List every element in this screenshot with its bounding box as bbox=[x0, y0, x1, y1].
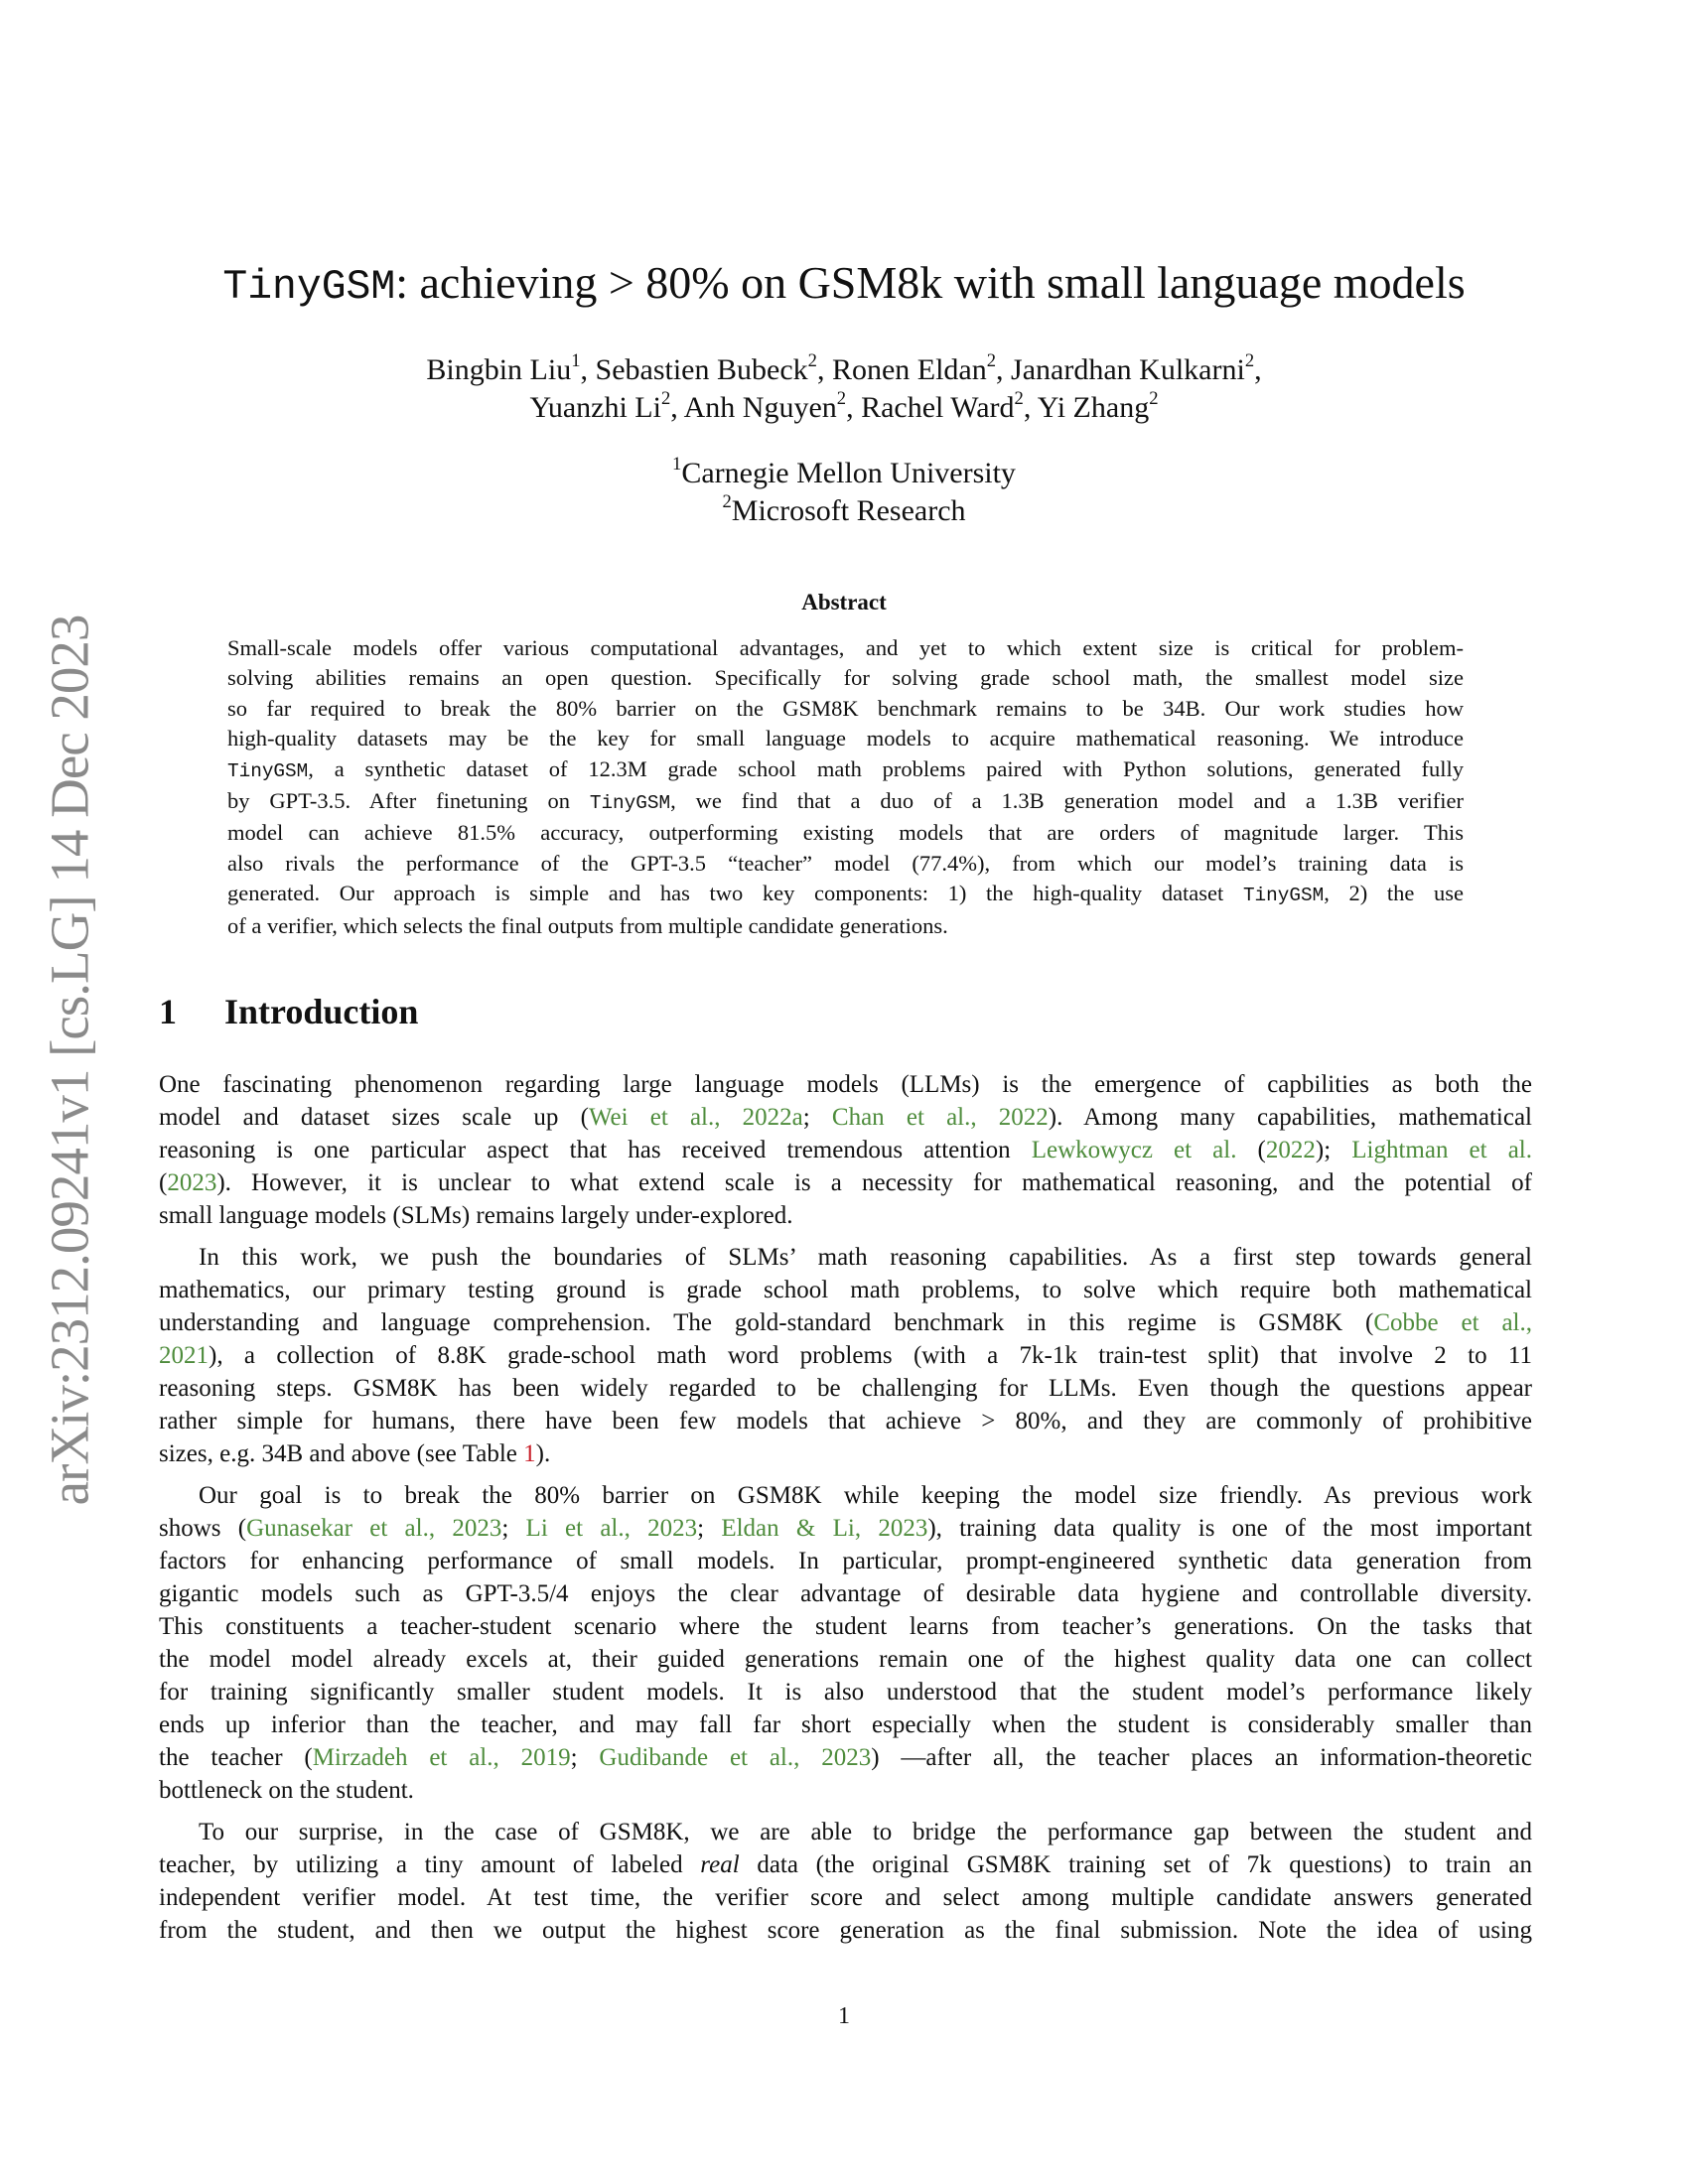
text-line bbox=[159, 1339, 1532, 1372]
table-reference-link[interactable]: 1 bbox=[523, 1440, 536, 1467]
text-span: the teacher ( bbox=[159, 1744, 313, 1771]
text-span: mathematics, our primary testing ground is grade school math problems, to solve which require both mathematical bbox=[159, 1277, 1532, 1303]
text-span: In this work, we push the boundaries of SLMs’ math reasoning capabilities. As a first step towards general bbox=[199, 1244, 1532, 1271]
text-line bbox=[159, 1914, 1532, 1947]
text-span: gigantic models such as GPT-3.5/4 enjoys the clear advantage of desirable data hygiene and controllable diversity. bbox=[159, 1580, 1532, 1607]
text-span: of a verifier, which selects the final outputs from multiple candidate generations. bbox=[227, 912, 948, 938]
text-line bbox=[227, 911, 1464, 941]
text-span: shows ( bbox=[159, 1515, 247, 1542]
text-line bbox=[159, 1068, 1532, 1101]
citation-link[interactable]: Gudibande et al., 2023 bbox=[599, 1744, 872, 1771]
citation-link[interactable]: Cobbe et al., bbox=[1373, 1309, 1533, 1336]
text-line bbox=[227, 818, 1464, 848]
author-name: Bingbin Liu bbox=[426, 353, 572, 386]
text-span: reasoning is one particular aspect that has received tremendous attention bbox=[159, 1137, 1032, 1163]
text-line bbox=[159, 1372, 1532, 1405]
text-line bbox=[159, 1437, 1532, 1470]
text-line bbox=[159, 1166, 1532, 1199]
text-span: solving abilities remains an open question. Specifically for solving grade school math, the smallest model size bbox=[227, 665, 1464, 691]
text-span: , a synthetic dataset of 12.3M grade school math problems paired with Python solutions, generated fully bbox=[308, 755, 1464, 781]
section-title: Introduction bbox=[224, 992, 419, 1031]
title-dataset-name: TinyGSM bbox=[222, 265, 396, 311]
author-name: , bbox=[1254, 353, 1262, 386]
citation-link[interactable]: Chan et al., 2022 bbox=[831, 1104, 1049, 1131]
text-span: sizes, e.g. 34B and above (see Table bbox=[159, 1440, 524, 1467]
text-span: ); bbox=[1315, 1137, 1352, 1163]
text-line bbox=[159, 1306, 1532, 1339]
text-line bbox=[159, 1199, 1532, 1232]
affiliation-marker: 2 bbox=[836, 387, 847, 409]
paragraph bbox=[159, 1241, 1532, 1470]
introduction-body bbox=[159, 1068, 1532, 1956]
affiliation-marker: 2 bbox=[1244, 349, 1255, 371]
abstract-body bbox=[227, 633, 1464, 941]
author-line-1 bbox=[0, 351, 1688, 389]
affiliation-marker: 2 bbox=[807, 349, 817, 371]
text-span: ). Among many capabilities, mathematical bbox=[1048, 1104, 1532, 1131]
text-span: ; bbox=[570, 1744, 600, 1771]
text-line bbox=[159, 1741, 1532, 1774]
citation-link[interactable]: Lightman et al. bbox=[1351, 1137, 1532, 1163]
text-span: ; bbox=[697, 1515, 722, 1542]
affiliation-marker: 2 bbox=[986, 349, 997, 371]
text-line bbox=[227, 879, 1464, 910]
text-line bbox=[227, 694, 1464, 724]
text-span: independent verifier model. At test time, the verifier score and select among multiple candidate answers generated bbox=[159, 1884, 1532, 1911]
text-span: from the student, and then we output the highest score generation as the final submission. Note the idea of using bbox=[159, 1917, 1532, 1944]
citation-link[interactable]: 2021 bbox=[159, 1342, 209, 1369]
text-span: reasoning steps. GSM8K has been widely regarded to be challenging for LLMs. Even though the questions appear bbox=[159, 1375, 1532, 1402]
affiliation-marker: 2 bbox=[1149, 387, 1159, 409]
text-span: so far required to break the 80% barrier on the GSM8K benchmark remains to be 34B. Our work studies how bbox=[227, 695, 1464, 721]
text-span: ). bbox=[535, 1440, 551, 1467]
text-span: by GPT-3.5. After finetuning on bbox=[227, 788, 590, 814]
author-name: , Sebastien Bubeck bbox=[580, 353, 808, 386]
text-span: This constituents a teacher-student scenario where the student learns from teacher’s generations. On the tasks that bbox=[159, 1613, 1532, 1640]
text-line bbox=[159, 1676, 1532, 1708]
abstract-heading: Abstract bbox=[801, 590, 887, 614]
author-name: Yuanzhi Li bbox=[529, 391, 661, 424]
paper-title bbox=[0, 256, 1688, 311]
affiliation-name: Microsoft Research bbox=[731, 494, 966, 527]
section-number: 1 bbox=[159, 992, 177, 1031]
dataset-name: TinyGSM bbox=[227, 759, 309, 782]
text-line bbox=[159, 1881, 1532, 1914]
text-line bbox=[159, 1774, 1532, 1807]
section-heading-introduction bbox=[159, 991, 418, 1032]
citation-link[interactable]: 2022 bbox=[1265, 1137, 1316, 1163]
text-span: the model model already excels at, their guided generations remain one of the highest quality data one can collect bbox=[159, 1646, 1532, 1673]
text-span: model can achieve 81.5% accuracy, outperforming existing models that are orders of magnitude larger. This bbox=[227, 820, 1464, 846]
text-span: for training significantly smaller student models. It is also understood that the student model’s performance likely bbox=[159, 1679, 1532, 1706]
text-span: ; bbox=[501, 1515, 526, 1542]
affiliation-name: Carnegie Mellon University bbox=[681, 457, 1016, 489]
citation-link[interactable]: Li et al., 2023 bbox=[525, 1515, 698, 1542]
citation-link[interactable]: Mirzadeh et al., 2019 bbox=[312, 1744, 571, 1771]
dataset-name: TinyGSM bbox=[589, 792, 671, 815]
text-line bbox=[159, 1577, 1532, 1610]
affiliation-marker: 1 bbox=[571, 349, 581, 371]
text-span: One fascinating phenomenon regarding large language models (LLMs) is the emergence of capbilities as both the bbox=[159, 1071, 1532, 1098]
page-number: 1 bbox=[838, 2003, 850, 2029]
author-line-2 bbox=[0, 389, 1688, 427]
title-text: : achieving > 80% on GSM8k with small language models bbox=[395, 257, 1466, 308]
text-line bbox=[159, 1274, 1532, 1306]
text-line bbox=[159, 1708, 1532, 1741]
affiliation-marker: 2 bbox=[1014, 387, 1024, 409]
text-line bbox=[227, 754, 1464, 786]
author-name: , Rachel Ward bbox=[846, 391, 1015, 424]
text-line bbox=[159, 1848, 1532, 1881]
citation-link[interactable]: Lewkowycz et al. bbox=[1031, 1137, 1237, 1163]
citation-link[interactable]: 2023 bbox=[167, 1169, 217, 1196]
author-name: , Janardhan Kulkarni bbox=[996, 353, 1245, 386]
text-span: ends up inferior than the teacher, and may fall far short especially when the student is considerably smaller than bbox=[159, 1711, 1532, 1738]
text-span: high-quality datasets may be the key for small language models to acquire mathematical reasoning. We introduce bbox=[227, 726, 1464, 751]
text-line bbox=[159, 1101, 1532, 1134]
text-span: understanding and language comprehension. The gold-standard benchmark in this regime is GSM8K ( bbox=[159, 1309, 1374, 1336]
text-line bbox=[159, 1816, 1532, 1848]
text-span: real bbox=[700, 1851, 740, 1878]
text-span: rather simple for humans, there have been few models that achieve > 80%, and they are commonly of prohibitive bbox=[159, 1408, 1532, 1434]
affiliation-marker: 1 bbox=[672, 453, 682, 475]
text-span: ( bbox=[1236, 1137, 1266, 1163]
text-span: ), training data quality is one of the most important bbox=[927, 1515, 1532, 1542]
text-span: , we find that a duo of a 1.3B generation model and a 1.3B verifier bbox=[670, 788, 1464, 814]
text-span: ) —after all, the teacher places an information-theoretic bbox=[871, 1744, 1532, 1771]
text-line bbox=[227, 724, 1464, 753]
text-span: ), a collection of 8.8K grade-school math word problems (with a 7k-1k train-test split) that involve 2 to 11 bbox=[209, 1342, 1532, 1369]
text-span: ). However, it is unclear to what extend scale is a necessity for mathematical reasoning, and the potential of bbox=[216, 1169, 1532, 1196]
paragraph bbox=[159, 1816, 1532, 1947]
affiliation-marker: 2 bbox=[660, 387, 671, 409]
text-line bbox=[159, 1134, 1532, 1166]
affiliation-2 bbox=[0, 492, 1688, 530]
paragraph bbox=[159, 1068, 1532, 1232]
text-line bbox=[159, 1512, 1532, 1545]
text-span: factors for enhancing performance of small models. In particular, prompt-engineered synthetic data generation from bbox=[159, 1548, 1532, 1574]
text-span: data (the original GSM8K training set of 7k questions) to train an bbox=[739, 1851, 1532, 1878]
text-span: generated. Our approach is simple and has two key components: 1) the high-quality dataset bbox=[227, 881, 1243, 906]
text-span: small language models (SLMs) remains largely under-explored. bbox=[159, 1202, 793, 1229]
text-span: Our goal is to break the 80% barrier on GSM8K while keeping the model size friendly. As previous work bbox=[199, 1482, 1532, 1509]
text-line bbox=[159, 1479, 1532, 1512]
author-name: , Yi Zhang bbox=[1023, 391, 1150, 424]
text-line bbox=[159, 1610, 1532, 1643]
text-span: To our surprise, in the case of GSM8K, we are able to bridge the performance gap between the student and bbox=[199, 1819, 1532, 1845]
affiliations bbox=[0, 455, 1688, 530]
text-span: also rivals the performance of the GPT-3.5 “teacher” model (77.4%), from which our model’s training data is bbox=[227, 850, 1464, 876]
paragraph bbox=[159, 1479, 1532, 1807]
text-span: model and dataset sizes scale up ( bbox=[159, 1104, 589, 1131]
author-name: , Anh Nguyen bbox=[670, 391, 837, 424]
text-line bbox=[227, 633, 1464, 663]
text-line bbox=[159, 1545, 1532, 1577]
citation-link[interactable]: Eldan & Li, 2023 bbox=[721, 1515, 928, 1542]
text-span: bottleneck on the student. bbox=[159, 1777, 414, 1804]
affiliation-1 bbox=[0, 455, 1688, 492]
text-span: Small-scale models offer various computational advantages, and yet to which extent size is critical for problem- bbox=[227, 635, 1464, 660]
text-line bbox=[159, 1643, 1532, 1676]
author-list bbox=[0, 351, 1688, 427]
text-line bbox=[159, 1405, 1532, 1437]
dataset-name: TinyGSM bbox=[1242, 885, 1325, 907]
text-line bbox=[159, 1241, 1532, 1274]
citation-link[interactable]: Wei et al., 2022a bbox=[588, 1104, 803, 1131]
affiliation-marker: 2 bbox=[722, 490, 732, 512]
author-name: , Ronen Eldan bbox=[816, 353, 987, 386]
text-span: teacher, by utilizing a tiny amount of labeled bbox=[159, 1851, 701, 1878]
text-line bbox=[227, 849, 1464, 879]
text-line bbox=[227, 663, 1464, 693]
text-span: , 2) the use bbox=[1324, 881, 1464, 906]
arxiv-identifier-stamp: arXiv:2312.09241v1 [cs.LG] 14 Dec 2023 bbox=[39, 614, 100, 1506]
citation-link[interactable]: Gunasekar et al., 2023 bbox=[246, 1515, 502, 1542]
text-span: ; bbox=[802, 1104, 832, 1131]
text-line bbox=[227, 786, 1464, 818]
text-span: ( bbox=[159, 1169, 168, 1196]
